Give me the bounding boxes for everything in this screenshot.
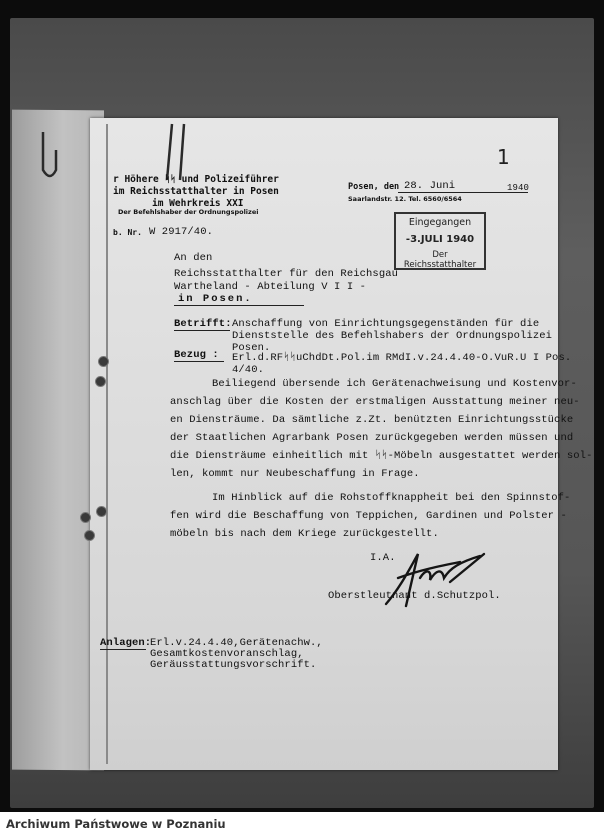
- stamp-line-2: -3.JULI 1940: [405, 234, 475, 245]
- org-line-1: r Höhere ᛋᛋ und Polizeiführer: [113, 174, 279, 185]
- subject-label: Betrifft:: [174, 318, 232, 330]
- enclosures-line-3: Geräusstattungsvorschrift.: [150, 659, 317, 671]
- signature-ia: I.A.: [370, 552, 396, 564]
- address-line: Saarlandstr. 12. Tel. 6560/6564: [348, 195, 462, 203]
- received-stamp: [394, 212, 486, 270]
- date-year: 1940: [507, 183, 530, 193]
- enclosures-label-underline: [100, 649, 146, 650]
- body-line: Im Hinblick auf die Rohstoffknappheit bei den Spinnstof-: [212, 492, 571, 504]
- subject-line-2: Dienststelle des Befehlshabers der Ordnungspolizei: [232, 330, 553, 342]
- pencil-mark-clip: [38, 130, 62, 186]
- subject-label-underline: [174, 330, 230, 331]
- pencil-mark-lines: [164, 122, 192, 182]
- signature-title: Oberstleutnant d.Schutzpol.: [328, 590, 501, 602]
- archive-footer: [0, 812, 604, 840]
- archive-name: Archiwum Państwowe w Poznaniu: [6, 817, 226, 831]
- recipient-line-2: Reichsstatthalter für den Reichsgau: [174, 268, 399, 280]
- body-line: anschlag über die Kosten der erstmaligen Ausstattung meiner neu-: [170, 396, 580, 408]
- body-line: fen wird die Beschaffung von Teppichen, Gardinen und Polster -: [170, 510, 567, 522]
- body-line: en Diensträume. Da sämtliche z.Zt. benützten Einrichtungsstücke: [170, 414, 574, 426]
- subject-line-3: Posen.: [232, 342, 271, 354]
- org-line-4: Der Befehlshaber der Ordnungspolizei: [118, 208, 259, 216]
- stamp-line-3: Der Reichsstatthalter: [403, 250, 477, 270]
- recipient-line-3: Wartheland - Abteilung V I I -: [174, 281, 367, 293]
- reference-line-1: Erl.d.RFᛋᛋuChdDt.Pol.im RMdI.v.24.4.40-O.VuR.U I Pos.: [232, 352, 572, 364]
- body-line: Beiliegend übersende ich Gerätenachweisung und Kostenvor-: [212, 378, 577, 390]
- enclosures-line-2: Gesamtkostenvoranschlag,: [150, 648, 304, 660]
- reference-label-underline: [174, 361, 224, 362]
- recipient-underline: [174, 305, 304, 306]
- enclosures-line-1: Erl.v.24.4.40,Gerätenachw.,: [150, 637, 323, 649]
- recipient-line-4: in Posen.: [178, 293, 253, 305]
- stamp-line-1: Eingegangen: [408, 217, 472, 228]
- reference-line-2: 4/40.: [232, 364, 265, 376]
- body-line: len, kommt nur Neubeschaffung in Frage.: [170, 468, 420, 480]
- reference-label: Bezug :: [174, 349, 219, 361]
- org-line-3: im Wehrkreis XXI: [152, 198, 244, 209]
- ref-label: b. Nr.: [113, 228, 142, 237]
- binding-hole: [98, 356, 109, 367]
- ref-value: W 2917/40.: [149, 226, 214, 238]
- subject-line-1: Anschaffung von Einrichtungsgegenständen für die: [232, 318, 540, 330]
- binding-hole: [84, 530, 95, 541]
- binding-hole: [80, 512, 91, 523]
- body-line: der Staatlichen Agrarbank Posen zurückgegeben werden müssen und: [170, 432, 574, 444]
- binding-hole: [96, 506, 107, 517]
- binding-hole: [95, 376, 106, 387]
- recipient-line-1: An den: [174, 252, 213, 264]
- body-line: die Diensträume einheitlich mit ᛋᛋ-Möbeln ausgestattet werden sol-: [170, 450, 593, 462]
- date-day: 28. Juni: [404, 180, 456, 192]
- enclosures-label: Anlagen:: [100, 637, 152, 649]
- page-number: 1: [497, 145, 510, 169]
- org-line-2: im Reichsstatthalter in Posen: [113, 186, 279, 197]
- page-fold: [106, 124, 108, 764]
- place-label: Posen, den: [348, 182, 400, 192]
- body-line: möbeln bis nach dem Kriege zurückgestellt.: [170, 528, 439, 540]
